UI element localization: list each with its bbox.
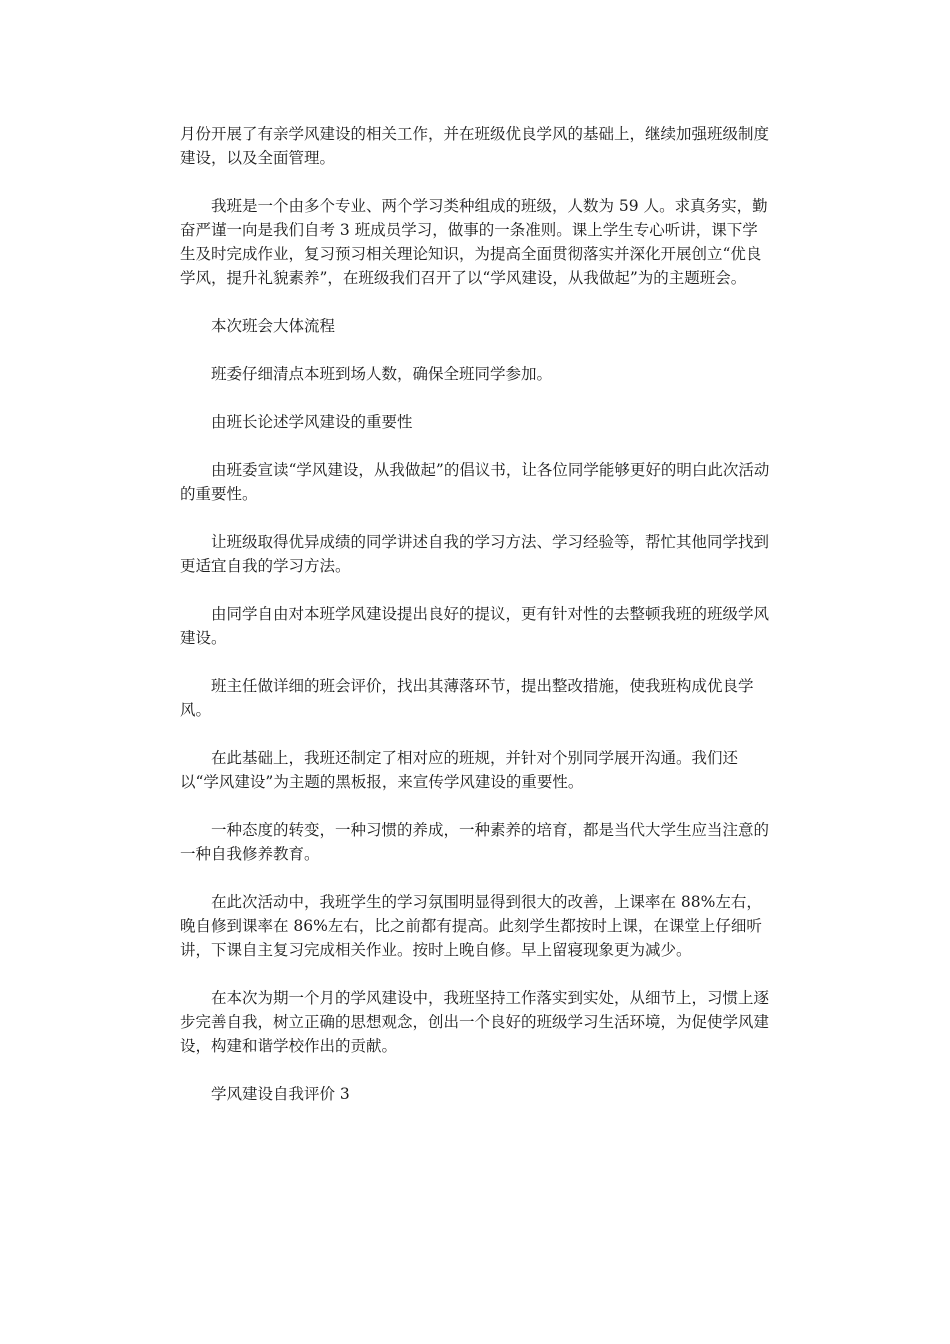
section-heading: 学风建设自我评价 3 (211, 1085, 350, 1103)
paragraph-roll-call: 班委仔细清点本班到场人数，确保全班同学参加。 (211, 365, 553, 383)
paragraph-meeting-flow-heading: 本次班会大体流程 (211, 317, 336, 335)
paragraph-class-rules: 在此基础上，我班还制定了相对应的班规，并针对个别同学展开沟通。我们还以“学风建设”为主题的黑板报，来宣传学风建设的重要性。 (180, 749, 739, 791)
paragraph-study-methods: 让班级取得优异成绩的同学讲述自我的学习方法、学习经验等，帮忙其他同学找到更适宜自我的学习方法。 (180, 533, 770, 575)
paragraph-teacher-evaluation: 班主任做详细的班会评价，找出其薄落环节，提出整改措施，使我班构成优良学风。 (180, 677, 754, 719)
paragraph-monitor-speech: 由班长论述学风建设的重要性 (211, 413, 413, 431)
paragraph-continuation: 月份开展了有亲学风建设的相关工作，并在班级优良学风的基础上，继续加强班级制度建设，以及全面管理。 (180, 125, 770, 167)
paragraph-results: 在此次活动中，我班学生的学习氛围明显得到很大的改善，上课率在 88%左右，晚自修到课率在 86%左右，比之前都有提高。此刻学生都按时上课，在课堂上仔细听讲，下课自主复习完成相关作业。按时上晚自修。早上留寝现象更为减少。 (180, 893, 762, 959)
paragraph-proposal-reading: 由班委宣读“学风建设，从我做起”的倡议书，让各位同学能够更好的明白此次活动的重要性。 (180, 461, 770, 503)
paragraph-class-intro: 我班是一个由多个专业、两个学习类种组成的班级，人数为 59 人。求真务实，勤奋严谨一向是我们自考 3 班成员学习，做事的一条准则。课上学生专心听讲，课下学生及时完成作业，复习预习相关理论知识，为提高全面贯彻落实并深化开展创立“优良学风，提升礼貌素养”，在班级我们召开了以“学风建设，从我做起”为的主题班会。 (180, 197, 768, 287)
document-body (180, 122, 770, 1130)
paragraph-suggestions: 由同学自由对本班学风建设提出良好的提议，更有针对性的去整顿我班的班级学风建设。 (180, 605, 770, 647)
paragraph-conclusion: 在本次为期一个月的学风建设中，我班坚持工作落实到实处，从细节上，习惯上逐步完善自我，树立正确的思想观念，创出一个良好的班级学习生活环境，为促使学风建设，构建和谐学校作出的贡献。 (180, 989, 770, 1055)
paragraph-attitude: 一种态度的转变，一种习惯的养成，一种素养的培育，都是当代大学生应当注意的一种自我修养教育。 (180, 821, 770, 863)
